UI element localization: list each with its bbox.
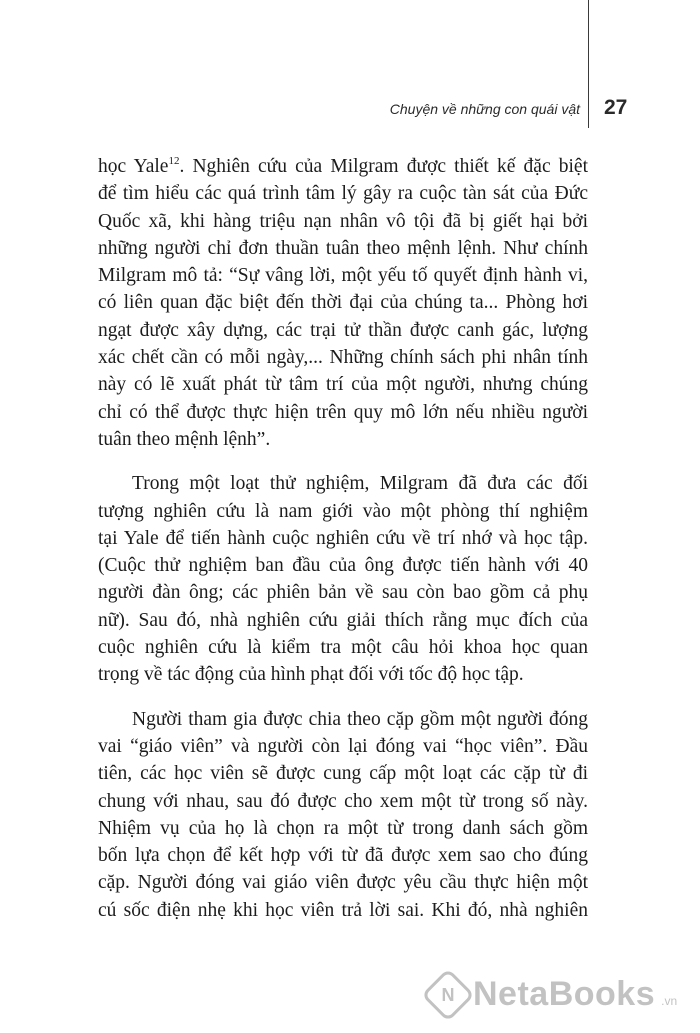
text-line: bốn lựa chọn để kết hợp với từ đã được xem sao cho đúng (98, 845, 588, 867)
text-line: tượng nghiên cứu là nam giới vào một phòng thí nghiệm (98, 500, 588, 522)
text-line: người đàn ông; các phiên bản về sau còn bao gồm cả phụ (98, 582, 588, 604)
text-line: tại Yale để tiến hành cuộc nghiên cứu về trí nhớ và học tập. (98, 527, 588, 549)
watermark-tld: .vn (661, 994, 678, 1008)
netabooks-logo-icon: N (421, 968, 475, 1022)
text-line: nữ). Sau đó, nhà nghiên cứu giải thích rằng mục đích của (98, 609, 588, 631)
body-text (98, 153, 588, 924)
page-number: 27 (604, 96, 628, 119)
watermark-name: NetaBooks (473, 975, 656, 1013)
text-line: (Cuộc thử nghiệm ban đầu của ông được tiến hành với 40 (98, 555, 588, 577)
text-line: có liên quan đặc biệt đến thời đại của chúng ta... Phòng hơi (98, 292, 588, 314)
text-line: cú sốc điện nhẹ khi học viên trả lời sai. Khi đó, nhà nghiên (98, 899, 588, 921)
netabooks-watermark (429, 975, 677, 1014)
paragraph-3 (98, 706, 588, 924)
text-line: những người chỉ đơn thuần tuân theo mệnh lệnh. Như chính (98, 237, 588, 259)
text-line: xác chết cần có mỗi ngày,... Những chính sách phi nhân tính (98, 347, 588, 369)
text-line: cuộc nghiên cứu là kiểm tra một câu hỏi khoa học quan (98, 637, 588, 659)
text-line: Milgram mô tả: “Sự vâng lời, một yếu tố quyết định hành vi, (98, 265, 588, 287)
text-line: Người tham gia được chia theo cặp gồm một người đóng (132, 708, 588, 730)
text-line: để tìm hiểu các quá trình tâm lý gây ra cuộc tàn sát của Đức (98, 183, 588, 205)
text-line: cặp. Người đóng vai giáo viên được yêu cầu thực hiện một (98, 872, 588, 894)
text-line: Nhiệm vụ của họ là chọn ra một từ trong danh sách gồm (98, 817, 588, 839)
running-title: Chuyện về những con quái vật (389, 101, 580, 117)
text-line: này có lẽ xuất phát từ tâm trí của một người, nhưng chúng (98, 374, 588, 396)
paragraph-2 (98, 470, 588, 688)
text-line: chung với nhau, sau đó được cho xem một từ trong số này. (98, 790, 588, 812)
text-line: Quốc xã, khi hàng triệu nạn nhân vô tội đã bị giết hại bởi (98, 210, 588, 232)
text-line: chỉ có thể được thực hiện trên quy mô lớn nếu nhiều người (98, 401, 588, 423)
text-line: Trong một loạt thử nghiệm, Milgram đã đưa các đối (132, 473, 588, 495)
text-line: học Yale$^{12}$. Nghiên cứu của Milgram được thiết kế đặc biệt (98, 155, 588, 177)
text-line: ngạt được xây dựng, các trại tử thần được canh gác, lượng (98, 319, 588, 341)
text-line: tuân theo mệnh lệnh”. (98, 428, 271, 450)
paragraph-1 (98, 153, 588, 453)
footnote-ref[interactable]: 12 (168, 155, 180, 167)
text-line: trọng về tác động của hình phạt đối với tốc độ học tập. (98, 664, 524, 686)
text-line: tiên, các học viên sẽ được cung cấp một loạt các cặp từ đi (98, 763, 588, 785)
text-line: vai “giáo viên” và người còn lại đóng vai “học viên”. Đầu (98, 735, 588, 757)
header-divider-line (588, 0, 589, 128)
